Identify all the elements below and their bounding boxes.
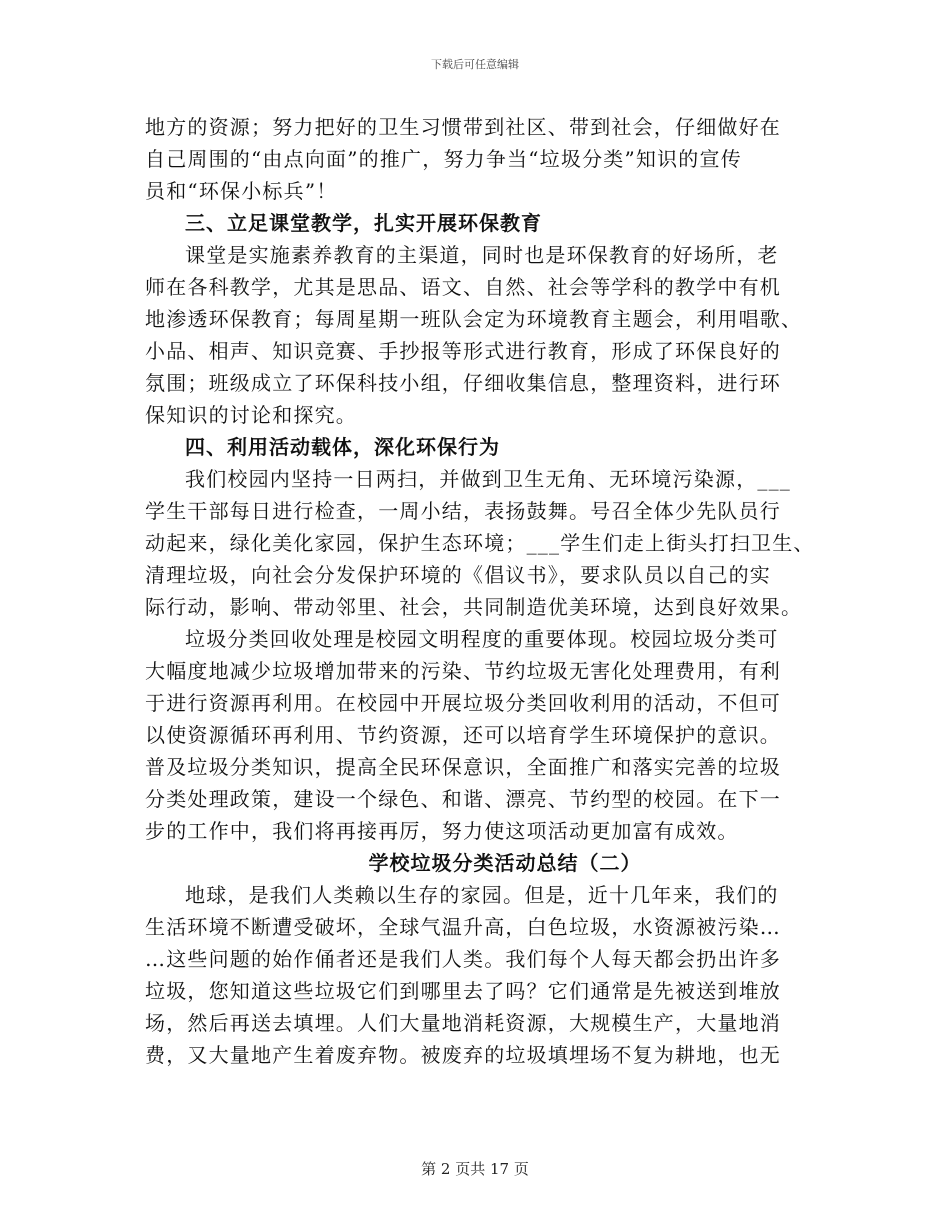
page-footer: 第 2 页共 17 页 — [421, 1160, 529, 1178]
paragraph-first-line: 垃圾分类回收处理是校园文明程度的重要体现。校园垃圾分类可 — [185, 627, 779, 651]
section-heading: 三、立足课堂教学，扎实开展环保教育 — [185, 211, 542, 235]
text-line: 普及垃圾分类知识，提高全民环保意识，全面推广和落实完善的垃圾 — [145, 755, 781, 779]
text-line: 以使资源循环再利用、节约资源，还可以培育学生环境保护的意识。 — [145, 723, 781, 747]
text-line: 师在各科教学，尤其是思品、语文、自然、社会等学科的教学中有机 — [145, 275, 781, 299]
text-line: 地方的资源；努力把好的卫生习惯带到社区、带到社会，仔细做好在 — [145, 115, 781, 139]
text-line: 场，然后再送去填埋。人们大量地消耗资源，大规模生产，大量地消 — [145, 1011, 781, 1035]
paragraph-first-line: 我们校园内坚持一日两扫，并做到卫生无角、无环境污染源，___ — [185, 467, 791, 491]
paragraph-first-line: 课堂是实施素养教育的主渠道，同时也是环保教育的好场所，老 — [185, 243, 779, 267]
text-line: 氛围；班级成立了环保科技小组，仔细收集信息，整理资料，进行环 — [145, 371, 781, 395]
paragraph-first-line: 地球，是我们人类赖以生存的家园。但是，近十几年来，我们的 — [185, 883, 779, 907]
text-line: 小品、相声、知识竞赛、手抄报等形式进行教育，形成了环保良好的 — [145, 339, 781, 363]
page-header: 下载后可任意编辑 — [431, 58, 519, 71]
text-line: 生活环境不断遭受破坏，全球气温升高，白色垃圾，水资源被污染… — [145, 915, 781, 939]
text-line: 际行动，影响、带动邻里、社会，共同制造优美环境，达到良好效果。 — [145, 595, 803, 619]
text-line: 动起来，绿化美化家园，保护生态环境；___学生们走上街头打扫卫生、 — [145, 531, 815, 555]
text-line: 保知识的讨论和探究。 — [145, 403, 357, 427]
document-body — [145, 111, 825, 1071]
text-line: 员和“环保小标兵”！ — [145, 179, 338, 203]
text-line: 大幅度地减少垃圾增加带来的污染、节约垃圾无害化处理费用，有利 — [145, 659, 781, 683]
text-line: 清理垃圾，向社会分发保护环境的《倡议书》，要求队员以自己的实 — [145, 563, 771, 587]
text-line: 于进行资源再利用。在校园中开展垃圾分类回收利用的活动，不但可 — [145, 691, 781, 715]
article-title: 学校垃圾分类活动总结（二） — [368, 851, 642, 875]
text-line: 自己周围的“由点向面”的推广，努力争当“垃圾分类”知识的宣传 — [145, 147, 742, 171]
text-line: 垃圾，您知道这些垃圾它们到哪里去了吗？它们通常是先被送到堆放 — [145, 979, 781, 1003]
text-line: 学生干部每日进行检查，一周小结，表扬鼓舞。号召全体少先队员行 — [145, 499, 781, 523]
text-line: 分类处理政策，建设一个绿色、和谐、漂亮、节约型的校园。在下一 — [145, 787, 781, 811]
text-line: …这些问题的始作俑者还是我们人类。我们每个人每天都会扔出许多 — [145, 947, 781, 971]
text-line: 步的工作中，我们将再接再厉，努力使这项活动更加富有成效。 — [145, 819, 739, 843]
text-line: 费，又大量地产生着废弃物。被废弃的垃圾填埋场不复为耕地，也无 — [145, 1043, 781, 1067]
section-heading: 四、利用活动载体，深化环保行为 — [185, 435, 500, 459]
text-line: 地渗透环保教育；每周星期一班队会定为环境教育主题会，利用唱歌、 — [145, 307, 803, 331]
